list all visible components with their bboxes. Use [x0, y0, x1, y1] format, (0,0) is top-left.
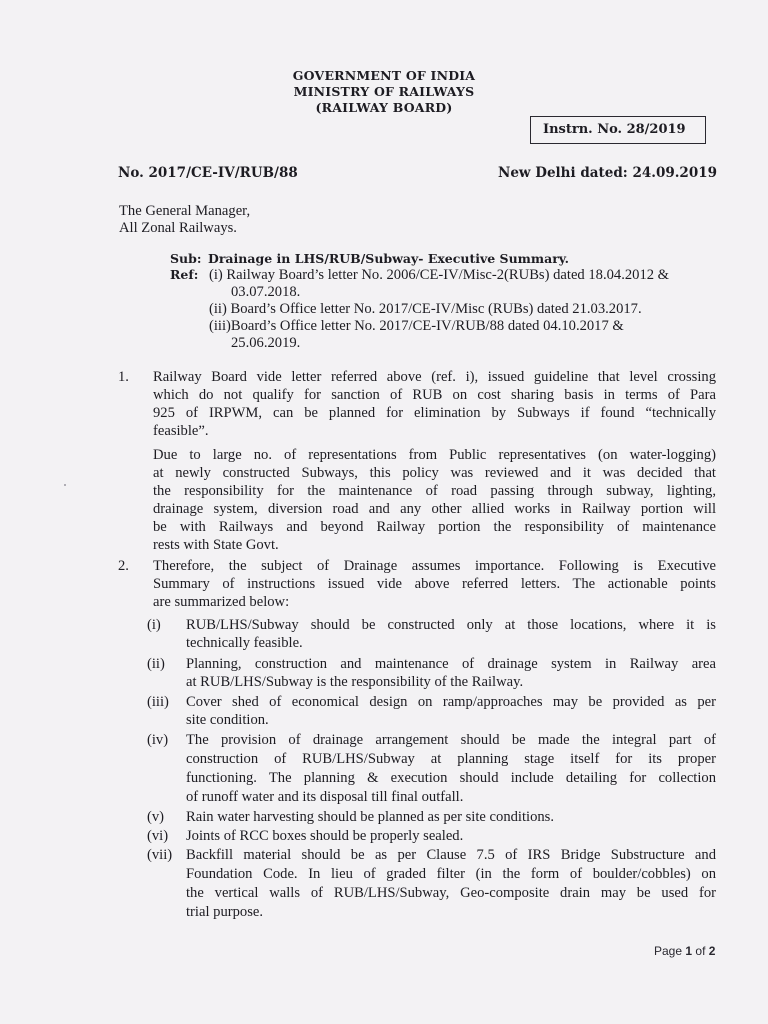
addressee-line-2: All Zonal Railways. — [119, 220, 237, 236]
point-line: Cover shed of economical design on ramp/approaches may be provided as per — [186, 694, 716, 710]
point-line: functioning. The planning & execution should include detailing for collection — [186, 770, 716, 786]
header-line-2: MINISTRY OF RAILWAYS — [293, 84, 475, 99]
point-line: technically feasible. — [186, 635, 303, 651]
point-line: Planning, construction and maintenance of drainage system in Railway area — [186, 656, 716, 672]
para-2-line: Summary of instructions issued vide above referred letters. The actionable points — [153, 576, 716, 592]
reference-1b: 03.07.2018. — [231, 284, 301, 300]
letter-number: No. 2017/CE-IV/RUB/88 — [118, 165, 298, 181]
point-number: (vii) — [147, 847, 173, 863]
page-number: 1 — [685, 944, 693, 958]
point-line: construction of RUB/LHS/Subway at planning stage itself for its proper — [186, 751, 716, 767]
para-1-line: the responsibility for the maintenance of road passing through subway, lighting, — [153, 483, 716, 499]
point-line: The provision of drainage arrangement should be made the integral part of — [186, 732, 716, 748]
para-2-line: are summarized below: — [153, 594, 290, 610]
point-line: trial purpose. — [186, 904, 264, 920]
point-number: (i) — [147, 617, 161, 633]
point-line: the vertical walls of RUB/LHS/Subway, Geo-composite drain may be used for — [186, 885, 716, 901]
subject-text: Drainage in LHS/RUB/Subway- Executive Summary. — [208, 251, 569, 266]
point-line: Rain water harvesting should be planned as per site conditions. — [186, 809, 555, 825]
reference-3b: 25.06.2019. — [231, 335, 301, 351]
para-1-line: Railway Board vide letter referred above (ref. i), issued guideline that level crossing — [153, 369, 716, 385]
para-1-number: 1. — [118, 369, 129, 385]
addressee-line-1: The General Manager, — [119, 203, 251, 219]
point-number: (iv) — [147, 732, 169, 748]
of-word: of — [695, 944, 706, 958]
page-word: Page — [654, 944, 683, 958]
point-line: at RUB/LHS/Subway is the responsibility of the Railway. — [186, 674, 524, 690]
page-total: 2 — [708, 944, 716, 958]
para-1-line: rests with State Govt. — [153, 537, 279, 553]
para-1-line: which do not qualify for sanction of RUB on cost sharing basis in terms of Para — [153, 387, 716, 403]
page-footer — [654, 944, 715, 958]
point-line: RUB/LHS/Subway should be constructed only at those locations, where it is — [186, 617, 716, 633]
para-2-number: 2. — [118, 558, 129, 574]
para-1-line: feasible”. — [153, 423, 209, 439]
point-line: site condition. — [186, 712, 269, 728]
point-number: (iii) — [147, 694, 169, 710]
point-number: (v) — [147, 809, 165, 825]
point-line: Backfill material should be as per Clause 7.5 of IRS Bridge Substructure and — [186, 847, 716, 863]
letter-date: New Delhi dated: 24.09.2019 — [498, 165, 717, 181]
para-1-line: Due to large no. of representations from Public representatives (on water-logging) — [153, 447, 716, 463]
point-line: of runoff water and its disposal till final outfall. — [186, 789, 464, 805]
reference-2: (ii) Board’s Office letter No. 2017/CE-IV/Misc (RUBs) dated 21.03.2017. — [209, 301, 642, 317]
subject-label: Sub: — [170, 251, 202, 266]
header-line-1: GOVERNMENT OF INDIA — [292, 68, 476, 83]
para-1-line: at newly constructed Subways, this policy was reviewed and it was decided that — [153, 465, 716, 481]
para-1-line: 925 of IRPWM, can be planned for elimination by Subways if found “technically — [153, 405, 716, 421]
scan-speck — [64, 484, 66, 486]
para-1-line: drainage system, diversion road and any other allied works in Railway portion will — [153, 501, 716, 517]
reference-label: Ref: — [170, 267, 199, 282]
instruction-number-box: Instrn. No. 28/2019 — [530, 116, 706, 144]
point-line: Foundation Code. In lieu of graded filter (in the form of boulder/cobbles) on — [186, 866, 716, 882]
para-1-line: be with Railways and beyond Railway portion the responsibility of maintenance — [153, 519, 716, 535]
point-line: Joints of RCC boxes should be properly sealed. — [186, 828, 464, 844]
reference-1a: (i) Railway Board’s letter No. 2006/CE-IV/Misc-2(RUBs) dated 18.04.2012 & — [209, 267, 670, 283]
point-number: (vi) — [147, 828, 169, 844]
para-2-line: Therefore, the subject of Drainage assumes importance. Following is Executive — [153, 558, 716, 574]
reference-3a: (iii)Board’s Office letter No. 2017/CE-IV/RUB/88 dated 04.10.2017 & — [209, 318, 624, 334]
point-number: (ii) — [147, 656, 165, 672]
header-line-3: (RAILWAY BOARD) — [315, 100, 453, 115]
